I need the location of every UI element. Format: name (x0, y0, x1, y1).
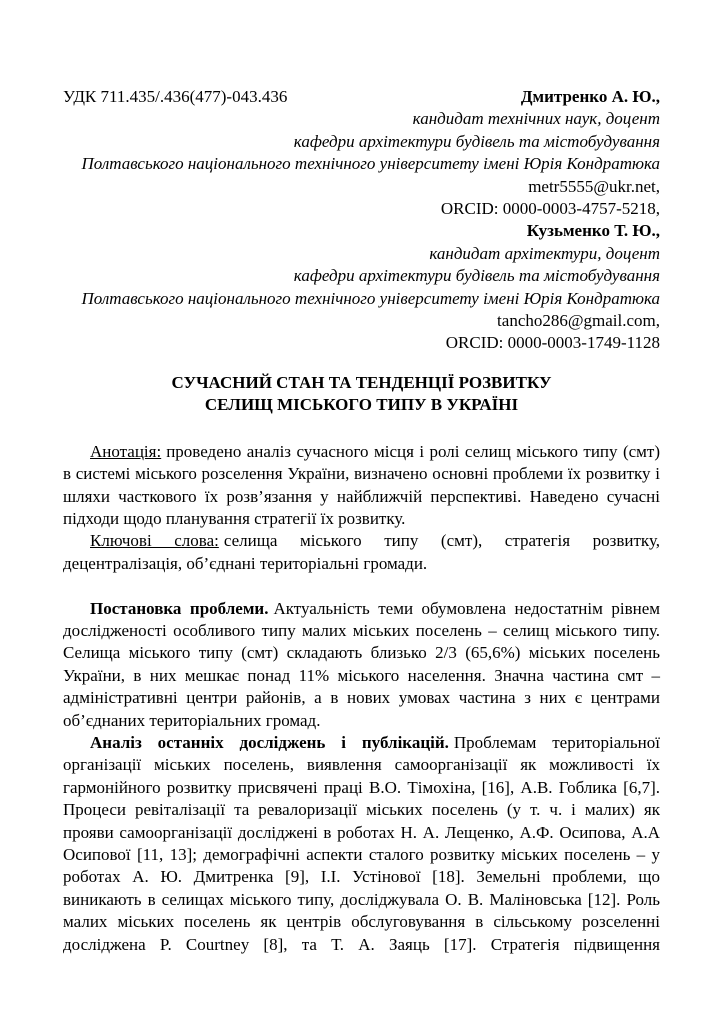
keywords-text: селища міського типу (смт), стратегія розвитку, децентралізація, об’єднані територіальні громади. (63, 531, 660, 573)
author-2-email: tancho286@gmail.com, (497, 311, 660, 331)
author-2-name: Кузьменко Т. Ю., (526, 221, 660, 241)
abstract-label: Анотація: (90, 441, 162, 461)
author-1-name: Дмитренко А. Ю., (520, 87, 660, 106)
abstract-paragraph (63, 441, 660, 531)
author-1-department: кафедри архітектури будівель та містобудування (293, 131, 660, 151)
author-1-university: Полтавського національного технічного університету імені Юрія Кондратюка (81, 154, 660, 174)
udc-author-row (63, 86, 660, 108)
article-title-line-1: СУЧАСНИЙ СТАН ТА ТЕНДЕНЦІЇ РОЗВИТКУ (171, 372, 552, 392)
section-text-problem-statement: Актуальність теми обумовлена недостатнім рівнем дослідженості особливого типу малих міських поселень – селищ міського типу. Селища міського типу (смт) складають близько 2/3 (65,6%) міських поселень України, в них мешкає понад 11% міського населення. Значна частина смт – адміністративні центри районів, а в нових умовах частина з них є центрами об’єднаних територіальних громад. (63, 598, 660, 730)
keywords-label: Ключові слова: (90, 531, 219, 551)
section-text-recent-research: Проблемам територіальної організації міських поселень, виявлення самоорганізації як можливості їх гармонійного розвитку присвячені праці В.О. Тімохіна, [16], А.В. Гоблика [6,7]. Процеси ревіталізації та ревалоризації міських поселень (у т. ч. і малих) як прояви самоорганізації досліджені в роботах Н. А. Лещенко, А.Ф. Осипова, А.А Осипової [11, 13]; демографічні аспекти сталого розвитку міських поселень – у роботах А. Ю. Дмитренка [9], І.І. Устінової [18]. Земельні проблеми, що виникають в селищах міського типу, досліджувала О. В. Маліновська [12]. Роль малих міських поселень як центрів обслуговування в сільському розселенні досліджена P. Courtney [8], та Т. А. Заяць [17]. Стратегія підвищення (63, 732, 660, 954)
section-paragraph-recent-research (63, 732, 660, 956)
author-1-email: metr5555@ukr.net, (528, 176, 660, 196)
article-title (63, 372, 660, 417)
keywords-paragraph (63, 530, 660, 575)
udc-code: УДК 711.435/.436(477)-043.436 (63, 87, 288, 106)
section-heading-recent-research: Аналіз останніх досліджень і публікацій. (90, 732, 449, 752)
abstract-text: проведено аналіз сучасного місця і ролі селищ міського типу (смт) в системі міського розселення України, визначено основні проблеми їх розвитку і шляхи часткового їх розв’язання у найближчій перспективі. Наведено сучасні підходи щодо планування стратегії їх розвитку. (63, 441, 660, 528)
author-2-degree: кандидат архітектури, доцент (429, 243, 660, 263)
author-1-degree: кандидат технічних наук, доцент (412, 109, 660, 129)
author-1-orcid: ORCID: 0000-0003-4757-5218, (440, 199, 660, 219)
article-title-line-2: СЕЛИЩ МІСЬКОГО ТИПУ В УКРАЇНІ (204, 395, 519, 415)
author-2-university: Полтавського національного технічного університету імені Юрія Кондратюка (81, 288, 660, 308)
authors-block (63, 108, 660, 354)
section-paragraph-problem-statement (63, 598, 660, 732)
section-heading-problem-statement: Постановка проблеми. (90, 598, 269, 618)
author-2-orcid: ORCID: 0000-0003-1749-1128 (445, 333, 660, 353)
author-2-department: кафедри архітектури будівель та містобудування (293, 266, 660, 286)
